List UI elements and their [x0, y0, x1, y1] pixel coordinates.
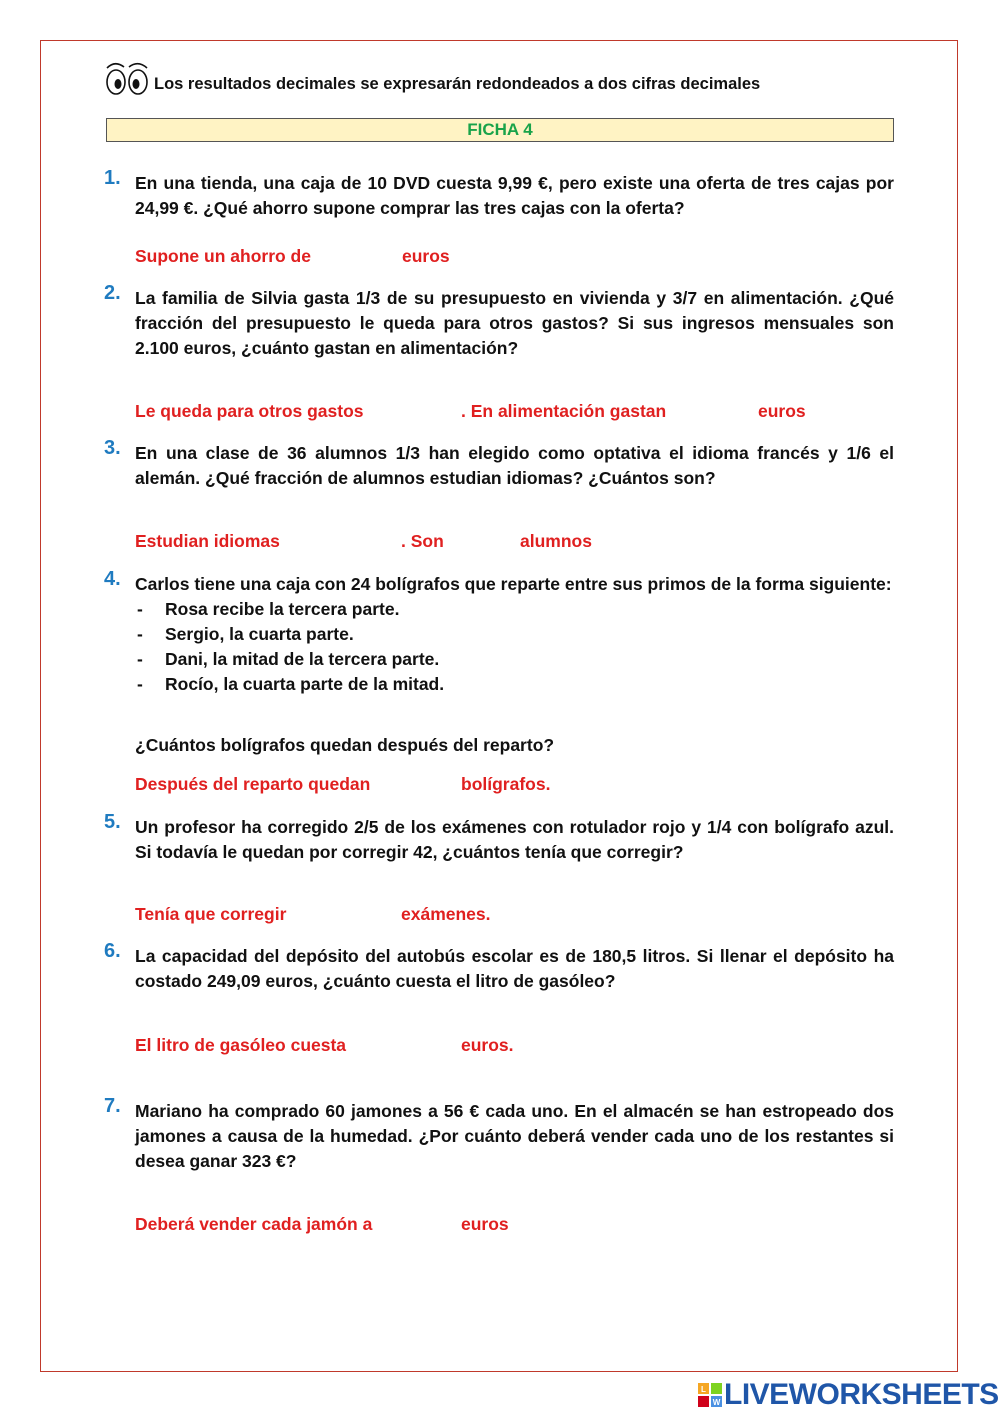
logo-text: LIVEWORKSHEETS — [724, 1378, 999, 1411]
followup-question: ¿Cuántos bolígrafos quedan después del reparto? — [135, 735, 555, 755]
svg-text:W: W — [712, 1398, 721, 1407]
question-text: En una tienda, una caja de 10 DVD cuesta 9,99 €, pero existe una oferta de tres cajas por 24,99 €. ¿Qué ahorro supone comprar las tres cajas con la oferta? — [135, 173, 894, 218]
question-7 — [104, 1095, 894, 1174]
question-1 — [104, 167, 894, 221]
question-text: Carlos tiene una caja con 24 bolígrafos que reparte entre sus primos de la forma siguiente: — [135, 574, 892, 594]
question-4 — [104, 568, 894, 697]
list-item: - Rocío, la cuarta parte de la mitad. — [137, 674, 445, 694]
logo-cubes-icon — [698, 1383, 722, 1407]
question-text: La familia de Silvia gasta 1/3 de su presupuesto en vivienda y 3/7 en alimentación. ¿Qué fracción del presupuesto le queda para otros gastos? Si sus ingresos mensuales son 2.100 euros, ¿cuánto gastan en alimentación? — [135, 288, 894, 358]
question-2 — [104, 282, 894, 361]
answer-unit: euros. — [461, 1035, 514, 1055]
question-5 — [104, 811, 894, 865]
eyes-icon — [104, 60, 150, 96]
worksheet-title: FICHA 4 — [106, 118, 894, 142]
answer-text: Deberá vender cada jamón a — [135, 1214, 373, 1234]
question-3 — [104, 437, 894, 491]
list-item: - Dani, la mitad de la tercera parte. — [137, 649, 440, 669]
question-number: 7. — [104, 1095, 121, 1117]
answer-unit: bolígrafos. — [461, 774, 551, 794]
answer-unit: euros — [758, 401, 806, 421]
question-number: 2. — [104, 282, 121, 304]
answer-text-2: . En alimentación gastan — [461, 401, 667, 421]
svg-text:L: L — [701, 1385, 706, 1394]
question-text: Un profesor ha corregido 2/5 de los exámenes con rotulador rojo y 1/4 con bolígrafo azul. Si todavía le quedan por corregir 42, ¿cuántos tenía que corregir? — [135, 817, 894, 862]
question-text: Mariano ha comprado 60 jamones a 56 € cada uno. En el almacén se han estropeado dos jamones a causa de la humedad. ¿Por cuánto deberá vender cada uno de los restantes si desea ganar 323 €? — [135, 1101, 894, 1171]
answer-unit: euros — [461, 1214, 509, 1234]
note-text: Los resultados decimales se expresarán redondeados a dos cifras decimales — [154, 75, 761, 93]
question-text: En una clase de 36 alumnos 1/3 han elegido como optativa el idioma francés y 1/6 el alemán. ¿Qué fracción de alumnos estudian idiomas? ¿Cuántos son? — [135, 443, 894, 488]
answer-text: El litro de gasóleo cuesta — [135, 1035, 347, 1055]
answer-text: Le queda para otros gastos — [135, 401, 364, 421]
question-number: 4. — [104, 568, 121, 590]
question-number: 6. — [104, 940, 121, 962]
answer-unit: euros — [402, 246, 450, 266]
distribution-list — [135, 597, 894, 697]
liveworksheets-logo[interactable] — [698, 1378, 999, 1412]
answer-unit: exámenes. — [401, 904, 491, 924]
list-item: - Sergio, la cuarta parte. — [137, 624, 354, 644]
answer-text: Tenía que corregir — [135, 904, 287, 924]
question-number: 5. — [104, 811, 121, 833]
answer-text: Después del reparto quedan — [135, 774, 371, 794]
question-number: 3. — [104, 437, 121, 459]
question-6 — [104, 940, 894, 994]
question-text: La capacidad del depósito del autobús escolar es de 180,5 litros. Si llenar el depósito ha costado 249,09 euros, ¿cuánto cuesta el litro de gasóleo? — [135, 946, 894, 991]
answer-text-2: . Son — [401, 531, 444, 551]
question-number: 1. — [104, 167, 121, 189]
instruction-note — [104, 56, 760, 96]
answer-unit: alumnos — [520, 531, 592, 551]
answer-text: Supone un ahorro de — [135, 246, 311, 266]
answer-text: Estudian idiomas — [135, 531, 280, 551]
list-item: - Rosa recibe la tercera parte. — [137, 599, 400, 619]
